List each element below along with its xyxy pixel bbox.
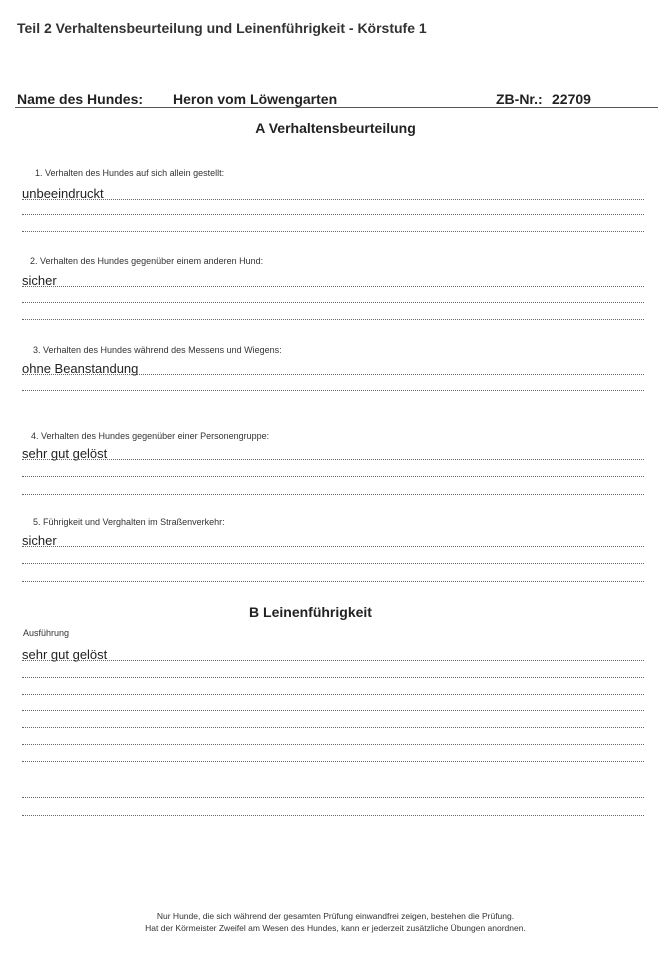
- answer-line: [22, 286, 644, 287]
- section-b-label: Ausführung: [23, 628, 70, 638]
- question-5-answer: sicher: [22, 533, 57, 548]
- answer-line: [22, 390, 644, 391]
- answer-line: [22, 494, 644, 495]
- answer-line: [22, 727, 644, 728]
- page-title: Teil 2 Verhaltensbeurteilung und Leinenführigkeit - Körstufe 1: [17, 20, 427, 36]
- answer-line: [22, 563, 644, 564]
- dog-name-label: Name des Hundes:: [17, 91, 144, 107]
- answer-line: [22, 815, 644, 816]
- answer-line: [22, 231, 644, 232]
- question-5-label: 5. Führigkeit und Verghalten im Straßenverkehr:: [33, 517, 225, 527]
- section-a-title: A Verhaltensbeurteilung: [255, 120, 416, 136]
- footer-note-2: Hat der Körmeister Zweifel am Wesen des Hundes, kann er jederzeit zusätzliche Übungen anordnen.: [145, 923, 526, 933]
- zb-number-label: ZB-Nr.:: [496, 91, 543, 107]
- zb-number-value: 22709: [552, 91, 591, 107]
- answer-line: [22, 660, 644, 661]
- question-4-answer: sehr gut gelöst: [22, 446, 108, 461]
- answer-line: [22, 302, 644, 303]
- answer-line: [22, 214, 644, 215]
- answer-line: [22, 694, 644, 695]
- section-b-answer: sehr gut gelöst: [22, 647, 108, 662]
- section-b-title: B Leinenführigkeit: [249, 604, 372, 620]
- question-3-label: 3. Verhalten des Hundes während des Messens und Wiegens:: [33, 345, 282, 355]
- question-2-label: 2. Verhalten des Hundes gegenüber einem anderen Hund:: [30, 256, 264, 266]
- answer-line: [22, 744, 644, 745]
- question-2-answer: sicher: [22, 273, 57, 288]
- answer-line: [22, 199, 644, 200]
- question-4-label: 4. Verhalten des Hundes gegenüber einer Personengruppe:: [31, 431, 270, 441]
- answer-line: [22, 581, 644, 582]
- answer-line: [22, 476, 644, 477]
- answer-line: [22, 677, 644, 678]
- answer-line: [22, 546, 644, 547]
- header-rule: [15, 107, 658, 108]
- answer-line: [22, 459, 644, 460]
- question-1-label: 1. Verhalten des Hundes auf sich allein gestellt:: [35, 168, 225, 178]
- answer-line: [22, 374, 644, 375]
- question-3-answer: ohne Beanstandung: [22, 361, 139, 376]
- answer-line: [22, 319, 644, 320]
- answer-line: [22, 797, 644, 798]
- answer-line: [22, 761, 644, 762]
- question-1-answer: unbeeindruckt: [22, 186, 104, 201]
- dog-name-value: Heron vom Löwengarten: [173, 91, 338, 107]
- footer-note-1: Nur Hunde, die sich während der gesamten Prüfung einwandfrei zeigen, bestehen die Prüfung.: [156, 911, 515, 921]
- answer-line: [22, 710, 644, 711]
